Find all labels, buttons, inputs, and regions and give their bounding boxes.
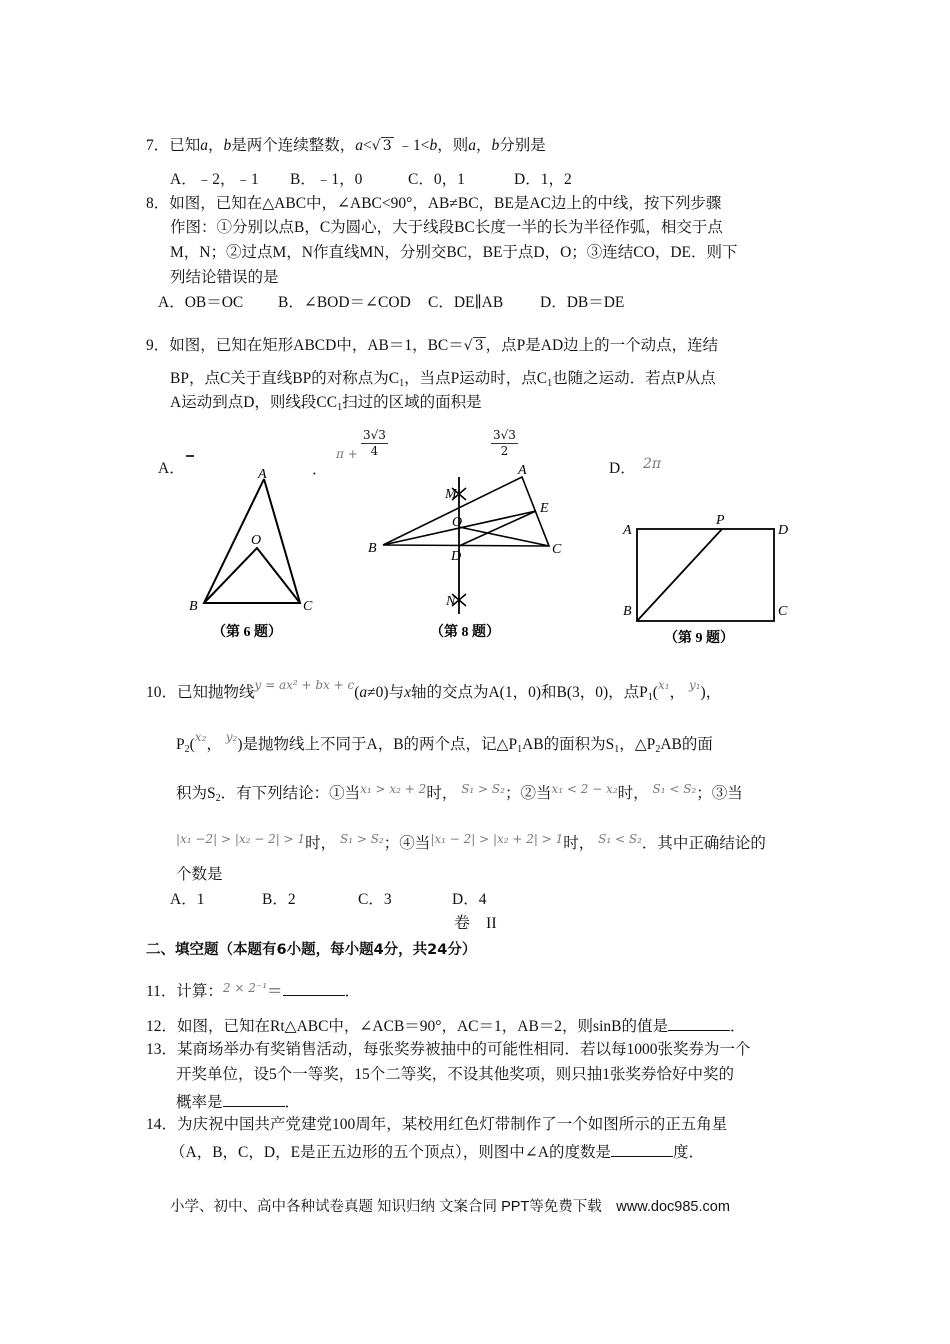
q8-option-c: C．DE∥AB <box>428 294 504 311</box>
fig8-label-e: E <box>540 501 549 516</box>
fig6-label-c: C <box>303 599 313 614</box>
fig9-label-d: D <box>778 523 789 538</box>
q12: 12．如图，已知在Rt△ABC中，∠ACB＝90°，AC＝1，AB＝2，则sinB的值是 ． <box>146 1014 746 1037</box>
q10-line-3: 积为$S_2$．有下列结论：①当$^{x_1 > x_2 + 2}$时， $^{S_1 > S_2}$；②当$^{x_1 < 2 - x_2}$时， $^{S_1 < S_2}$；③当 <box>176 782 743 804</box>
q10-option-b: B．2 <box>262 891 296 908</box>
q7-option-a: A．﹣2，﹣1 <box>170 171 259 188</box>
q10-option-a: A．1 <box>170 891 205 908</box>
fig8-label-m: M <box>445 487 457 502</box>
figure-6-triangle <box>180 462 330 652</box>
q8-line-4: 列结论错误的是 <box>170 269 279 286</box>
fig9-line-bp <box>637 529 722 621</box>
q8-line-1: 8．如图，已知在△ABC中，∠ABC<90°，AB≠BC，BE是AC边上的中线，按下列步骤 <box>146 195 722 212</box>
q12-answer-blank[interactable] <box>668 1014 730 1031</box>
q13-line-1: 13．某商场举办有奖销售活动，每张奖券被抽中的可能性相同．若以每1000张奖券为一个 <box>146 1041 751 1058</box>
q10-line-5: 个数是 <box>176 866 223 883</box>
fig9-rect-abcd <box>637 529 774 621</box>
fig9-label-p: P <box>716 513 725 528</box>
q9-option-d: D． <box>609 460 636 477</box>
sqrt-3: √ 3 <box>463 338 484 354</box>
q10-line-1: 10．已知抛物线$^{y = ax^2 + bx + c}$(a≠0)与x轴的交点为A(1，0)和B(3，0)，点$P_1(^{x_1}$， $^{y_1}$)， <box>146 678 722 703</box>
fig6-caption: （第 6 题） <box>212 625 282 640</box>
page-footer: 小学、初中、高中各种试卷真题 知识归纳 文案合同 PPT等免费下载 www.doc985.com <box>170 1199 730 1215</box>
fig9-label-b: B <box>623 604 632 619</box>
q8-option-d: D．DB＝DE <box>540 294 625 311</box>
q9-line-2: BP，点C关于直线BP的对称点为$C_1$，当点P运动时，点$C_1$也随之运动．若点P从点 <box>170 370 716 389</box>
fig9-caption: （第 9 题） <box>664 631 734 646</box>
q14-line-2: （A，B，C，D，E是正五边形的五个顶点），则图中∠A的度数是 度． <box>170 1140 704 1163</box>
q8-option-a: A．OB＝OC <box>158 294 244 311</box>
q7-option-b: B．﹣1，0 <box>290 171 363 188</box>
q14-answer-blank[interactable] <box>611 1140 673 1157</box>
q10-option-c: C．3 <box>358 891 392 908</box>
q7-option-d: D．1，2 <box>514 171 572 188</box>
fig8-caption: （第 8 题） <box>430 625 500 640</box>
q14-line-1: 14．为庆祝中国共产党建党100周年，某校用红色灯带制作了一个如图所示的正五角星 <box>146 1116 728 1133</box>
fig8-label-n: N <box>446 594 456 609</box>
fig6-label-a: A <box>258 467 267 482</box>
fig9-label-a: A <box>623 523 632 538</box>
q8-option-b: B．∠BOD＝∠COD <box>278 294 411 311</box>
q10-option-d: D．4 <box>452 891 487 908</box>
q9-option-a: A． <box>158 460 185 477</box>
q9-option-b-fraction: $\frac{3√3}{4}$ <box>363 428 386 458</box>
fig8-label-a: A <box>518 463 527 478</box>
fig8-label-c: C <box>552 542 562 557</box>
figure-9-rectangle <box>618 512 793 654</box>
q9-option-b-pi: π + <box>336 447 358 461</box>
q9-option-b-fragment: ． <box>312 461 328 478</box>
q11-answer-blank[interactable] <box>283 979 345 996</box>
q10-parabola-eq: y = ax² + bx + c <box>254 678 355 692</box>
fig6-label-o: O <box>251 533 262 548</box>
q11: 11．计算：$^{2 \times 2^{-1}}$＝ ． <box>146 981 361 1000</box>
q13-line-3: 概率是 ． <box>176 1090 300 1113</box>
fig8-line-co <box>459 527 549 546</box>
section-2-heading: 二、填空题（本题有6小题，每小题4分，共24分） <box>146 942 477 958</box>
q9-option-a-occluded <box>186 455 194 457</box>
fig8-label-o: O <box>452 515 463 530</box>
q7-stem: 7．已知a，b是两个连续整数，a<√ 3 ﹣1<b，则a，b分别是 <box>146 137 546 154</box>
q9-option-c-fraction: $\frac{3√3}{2}$ <box>493 428 516 458</box>
q8-line-2: 作图：①分别以点B，C为圆心，大于线段BC长度一半的长为半径作弧，相交于点 <box>170 219 723 236</box>
fig8-label-b: B <box>368 541 377 556</box>
q9-line-1: 9．如图，已知在矩形ABCD中，AB＝1，BC＝√ 3 ，点P是AD边上的一个动点，连结 <box>146 337 719 354</box>
volume-heading: 卷 II <box>454 915 497 932</box>
q8-line-3: M，N；②过点M，N作直线MN，分别交BC，BE于点D，O；③连结CO，DE．则下 <box>170 244 738 261</box>
q9-line-3: A运动到点D，则线段$CC_1$扫过的区域的面积是 <box>170 394 482 413</box>
q13-answer-blank[interactable] <box>223 1090 285 1107</box>
sqrt-3: √ 3 <box>371 138 392 154</box>
q10-line-4: $^{|x_1 -2| > |x_2 - 2| > 1}$时， $^{S_1 > S_2}$；④当$^{|x_1 - 2| > |x_2 + 2| > 1}$时， $^{S_1 < S_2}$．其中正确结论的 <box>176 832 766 852</box>
q10-line-2: $P_2(^{x_2}$， $^{y_2}$)是抛物线上不同于A，B的两个点，记$\triangle P_1AB$的面积为$S_1$，$\triangle P_2AB$的面 <box>176 730 713 755</box>
fig9-label-c: C <box>778 604 788 619</box>
fig6-label-b: B <box>189 599 198 614</box>
q7-option-c: C．0，1 <box>408 171 465 188</box>
fig8-triangle-abc <box>383 477 549 546</box>
q9-option-d-value: 2π <box>643 456 662 472</box>
figure-8-construction <box>360 460 580 650</box>
q13-line-2: 开奖单位，设5个一等奖，15个二等奖，不设其他奖项，则只抽1张奖券恰好中奖的 <box>176 1066 735 1083</box>
fig8-label-d: D <box>451 549 462 564</box>
